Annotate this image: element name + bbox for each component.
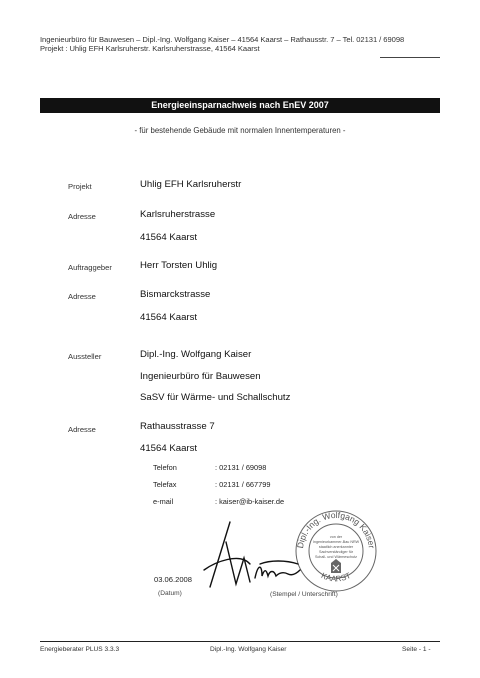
stamp-center-line: Schall- und Wärmeschutz — [314, 555, 358, 559]
footer-rule — [40, 641, 440, 642]
label-adresse-projekt: Adresse — [68, 212, 96, 221]
signature-date: 03.06.2008 — [154, 575, 193, 584]
stamp-ring-top-text: Dipl.-Ing. Wolfgang Kaiser — [295, 509, 377, 549]
value-telefon: : 02131 / 69098 — [215, 463, 267, 472]
date-caption: (Datum) — [158, 590, 182, 597]
footer-software: Energieberater PLUS 3.3.3 — [40, 646, 120, 653]
stamp-emblem — [331, 559, 341, 573]
header-line-1: Ingenieurbüro für Bauwesen – Dipl.-Ing. Wolfgang Kaiser – 41564 Kaarst – Rathausstr. 7 – Tel. 02131 / 69098 — [40, 35, 405, 44]
handwritten-signature — [200, 512, 310, 592]
label-projekt: Projekt — [68, 182, 92, 191]
label-adresse-auftraggeber: Adresse — [68, 292, 96, 301]
header-rule — [380, 57, 440, 58]
value-adresse-auftraggeber-city: 41564 Kaarst — [140, 312, 198, 323]
label-adresse-aussteller: Adresse — [68, 425, 96, 434]
value-aussteller-name: Dipl.-Ing. Wolfgang Kaiser — [140, 349, 252, 360]
document-subtitle: - für bestehende Gebäude mit normalen Innentemperaturen - — [134, 126, 346, 135]
stamp-caption: (Stempel / Unterschrift) — [270, 591, 338, 598]
value-adresse-projekt-street: Karlsruherstrasse — [140, 209, 216, 220]
value-auftraggeber: Herr Torsten Uhlig — [140, 260, 218, 271]
value-email: : kaiser@ib-kaiser.de — [215, 497, 285, 506]
stamp-center-line: Sachverständiger für — [318, 550, 354, 554]
document-title: Energieeinsparnachweis nach EnEV 2007 — [40, 98, 440, 113]
value-adresse-aussteller-city: 41564 Kaarst — [140, 443, 198, 454]
label-email: e-mail — [153, 497, 174, 506]
footer-author: Dipl.-Ing. Wolfgang Kaiser — [210, 646, 287, 653]
footer-page-number: Seite - 1 - — [402, 646, 431, 653]
stamp-ring-bottom-text: KAARST — [319, 570, 353, 584]
stamp-center-line: Ingenieurkammer-Bau NRW — [312, 540, 360, 544]
value-adresse-projekt-city: 41564 Kaarst — [140, 232, 198, 243]
value-adresse-auftraggeber-street: Bismarckstrasse — [140, 289, 211, 300]
label-telefon: Telefon — [153, 463, 177, 472]
value-adresse-aussteller-street: Rathausstrasse 7 — [140, 421, 215, 432]
stamp-center-line: staatlich anerkannter — [318, 545, 354, 549]
value-projekt: Uhlig EFH Karlsruherstr — [140, 179, 242, 190]
label-auftraggeber: Auftraggeber — [68, 263, 112, 272]
label-telefax: Telefax — [153, 480, 177, 489]
value-telefax: : 02131 / 667799 — [215, 480, 271, 489]
label-aussteller: Aussteller — [68, 352, 102, 361]
value-aussteller-office: Ingenieurbüro für Bauwesen — [140, 371, 261, 382]
value-aussteller-title: SaSV für Wärme- und Schallschutz — [140, 392, 291, 403]
header-line-2: Projekt : Uhlig EFH Karlsruherstr. Karlsruherstrasse, 41564 Kaarst — [40, 44, 260, 53]
stamp-center-line: von der — [329, 535, 343, 539]
